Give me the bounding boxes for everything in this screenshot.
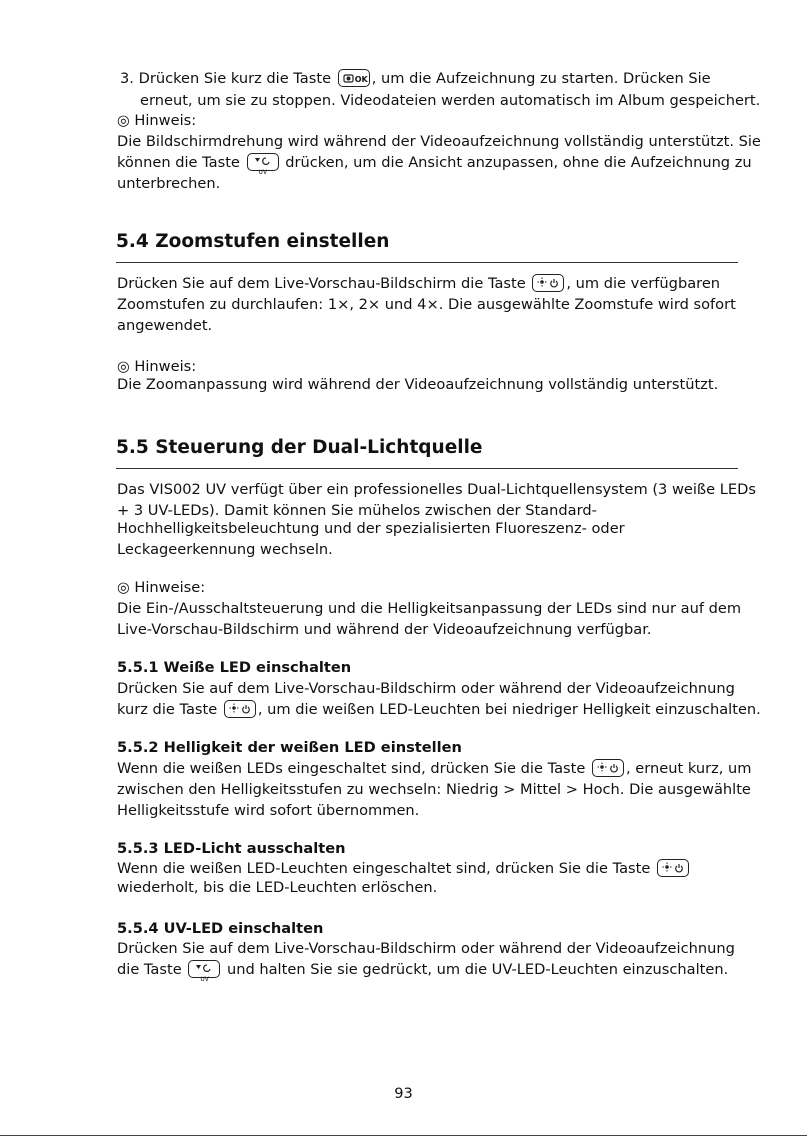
step3-line2: erneut, um sie zu stoppen. Videodateien werden automatisch im Album gespeichert. <box>140 92 761 109</box>
s554-text-b: und halten Sie sie gedrückt, um die UV-LED-Leuchten einzuschalten. <box>226 961 729 978</box>
s55-p2: + 3 UV-LEDs). Damit können Sie mühelos zwischen der Standard- <box>117 502 597 519</box>
s553-text: Wenn die weißen LED-Leuchten eingeschaltet sind, drücken Sie die Taste <box>117 860 651 877</box>
rotate-uv-key-icon <box>247 153 279 176</box>
footer-rule <box>0 1135 807 1136</box>
s552-text-b: , erneut kurz, um <box>626 760 752 777</box>
step3-text-a: Drücken Sie kurz die Taste <box>138 70 332 87</box>
s552-line3: Helligkeitsstufe wird sofort übernommen. <box>117 802 420 819</box>
s552-line2: zwischen den Helligkeitsstufen zu wechseln: Niedrig > Mittel > Hoch. Die ausgewählte <box>117 781 751 798</box>
s55-p4: Leckageerkennung wechseln. <box>117 541 333 558</box>
s554-line2 <box>117 959 729 983</box>
light-power-key-icon <box>592 759 624 777</box>
s551-text-a: kurz die Taste <box>117 701 218 718</box>
s553-line2: wiederholt, bis die LED-Leuchten erlöschen. <box>117 879 438 896</box>
section-5-4-title: 5.4 Zoomstufen einstellen <box>116 231 390 252</box>
section-5-5-1-title: 5.5.1 Weiße LED einschalten <box>117 659 352 676</box>
section-divider <box>116 468 738 469</box>
s55-note-heading: ◎ Hinweise: <box>117 579 206 596</box>
s553-line1 <box>117 858 691 879</box>
camera-ok-key-icon <box>338 69 370 87</box>
note1-heading: ◎ Hinweis: <box>117 112 197 129</box>
s55-p3: Hochhelligkeitsbeleuchtung und der spezialisierten Fluoreszenz- oder <box>117 520 625 537</box>
light-power-key-icon <box>657 859 689 877</box>
note1-text-b: drücken, um die Ansicht anzupassen, ohne die Aufzeichnung zu <box>285 154 752 171</box>
s54-p3: angewendet. <box>117 317 213 334</box>
s54-note-text: Die Zoomanpassung wird während der Videoaufzeichnung vollständig unterstützt. <box>117 376 719 393</box>
note1-line1: Die Bildschirmdrehung wird während der Videoaufzeichnung vollständig unterstützt. Sie <box>117 133 761 150</box>
page-number: 93 <box>394 1085 413 1102</box>
s54-text-b: , um die verfügbaren <box>566 275 721 292</box>
s551-text-b: , um die weißen LED-Leuchten bei niedriger Helligkeit einzuschalten. <box>257 701 761 718</box>
step-number: 3. <box>120 70 134 87</box>
light-power-key-icon <box>224 700 256 718</box>
rotate-uv-key-icon <box>188 960 220 983</box>
s54-p1 <box>117 273 720 294</box>
s54-p2: Zoomstufen zu durchlaufen: 1×, 2× und 4×. Die ausgewählte Zoomstufe wird sofort <box>117 296 736 313</box>
s55-p1: Das VIS002 UV verfügt über ein professionelles Dual-Lichtquellensystem (3 weiße LEDs <box>117 481 756 498</box>
s551-line1: Drücken Sie auf dem Live-Vorschau-Bildschirm oder während der Videoaufzeichnung <box>117 680 735 697</box>
s54-note-heading: ◎ Hinweis: <box>117 358 197 375</box>
s554-text-a: die Taste <box>117 961 182 978</box>
uv-key-label: UV <box>258 169 268 176</box>
section-5-5-title: 5.5 Steuerung der Dual-Lichtquelle <box>116 437 483 458</box>
note1-line2 <box>117 152 752 176</box>
s55-note-line2: Live-Vorschau-Bildschirm und während der Videoaufzeichnung verfügbar. <box>117 621 652 638</box>
section-5-5-3-title: 5.5.3 LED-Licht ausschalten <box>117 840 346 857</box>
s551-line2 <box>117 699 761 720</box>
s552-line1 <box>117 758 752 779</box>
s552-text-a: Wenn die weißen LEDs eingeschaltet sind, drücken Sie die Taste <box>117 760 586 777</box>
step3-text-b: , um die Aufzeichnung zu starten. Drücken Sie <box>371 70 711 87</box>
section-5-5-4-title: 5.5.4 UV-LED einschalten <box>117 920 324 937</box>
s554-line1: Drücken Sie auf dem Live-Vorschau-Bildschirm oder während der Videoaufzeichnung <box>117 940 735 957</box>
section-divider <box>116 262 738 263</box>
light-power-key-icon <box>532 274 564 292</box>
note1-text-a: können die Taste <box>117 154 240 171</box>
note1-line3: unterbrechen. <box>117 175 221 192</box>
s55-note-line1: Die Ein-/Ausschaltsteuerung und die Helligkeitsanpassung der LEDs sind nur auf dem <box>117 600 742 617</box>
step3-line1 <box>120 68 711 89</box>
uv-key-label: UV <box>200 976 209 983</box>
s54-text-a: Drücken Sie auf dem Live-Vorschau-Bildschirm die Taste <box>117 275 526 292</box>
ok-key-label: OK <box>354 75 368 84</box>
section-5-5-2-title: 5.5.2 Helligkeit der weißen LED einstellen <box>117 739 462 756</box>
